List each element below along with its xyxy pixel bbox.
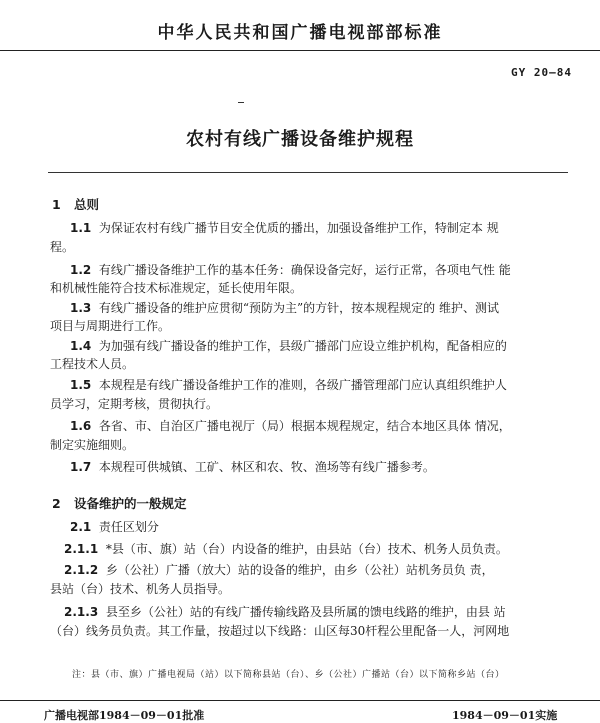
paragraph-1-4 bbox=[70, 340, 507, 352]
paragraph-1-6 bbox=[70, 420, 511, 432]
paragraph-1-1 bbox=[70, 222, 499, 234]
clause-text: 为保证农村有线广播节目安全优质的播出，加强设备维护工作，特制定本 规 bbox=[98, 221, 499, 235]
approval-date: 广播电视部1984－09－01批准 bbox=[44, 709, 205, 722]
header-divider bbox=[0, 50, 600, 51]
paragraph-1-2 bbox=[70, 264, 511, 276]
clause-text: 有线广播设备的维护应贯彻“预防为主”的方针，按本规程规定的 维护、测试 bbox=[98, 301, 499, 315]
paragraph-1-4-cont: 工程技术人员。 bbox=[50, 357, 135, 371]
paragraph-2-1-1 bbox=[64, 543, 508, 555]
paragraph-2-1-2 bbox=[64, 564, 494, 576]
clause-number: 1.2 bbox=[70, 263, 92, 277]
clause-number: 1.5 bbox=[70, 378, 92, 392]
clause-number: 1.6 bbox=[70, 419, 92, 433]
paragraph-1-6-cont: 制定实施细则。 bbox=[50, 438, 135, 452]
clause-text: 本规程可供城镇、工矿、林区和农、牧、渔场等有线广播参考。 bbox=[98, 460, 435, 474]
clause-number: 2.1 bbox=[70, 520, 92, 534]
clause-text: *县（市、旗）站（台）内设备的维护，由县站（台）技术、机务人员负责。 bbox=[105, 542, 508, 556]
paragraph-2-1 bbox=[70, 521, 159, 533]
section-number: 1 bbox=[52, 197, 61, 212]
section-heading-1 bbox=[52, 195, 99, 213]
clause-text: 县至乡（公社）站的有线广播传输线路及县所属的馈电线路的维护，由县 站 bbox=[105, 605, 506, 619]
paragraph-2-1-2-cont: 县站（台）技术、机务人员指导。 bbox=[50, 582, 231, 596]
title-divider bbox=[48, 172, 568, 173]
section-title: 总则 bbox=[74, 197, 100, 212]
footnote: 注：县（市、旗）广播电视局（站）以下简称县站（台）、乡（公社）广播站（台）以下简称乡站（台） bbox=[72, 670, 505, 680]
standard-code: GY 20—84 bbox=[511, 66, 572, 79]
section-number: 2 bbox=[52, 496, 61, 511]
clause-number: 1.4 bbox=[70, 339, 92, 353]
clause-text: 有线广播设备维护工作的基本任务：确保设备完好，运行正常，各项电气性 能 bbox=[98, 263, 511, 277]
paragraph-2-1-3-cont: （台）线务员负责。其工作量，按超过以下线路：山区每30杆程公里配备一人，河网地 bbox=[50, 624, 510, 638]
clause-text: 乡（公社）广播（放大）站的设备的维护，由乡（公社）站机务员负 责， bbox=[105, 563, 494, 577]
clause-text: 为加强有线广播设备的维护工作，县级广播部门应设立维护机构，配备相应的 bbox=[98, 339, 507, 353]
standard-name-header: 中华人民共和国广播电视部部标准 bbox=[157, 23, 443, 43]
paragraph-1-5-cont: 员学习，定期考核，贯彻执行。 bbox=[50, 397, 219, 411]
clause-number: 1.3 bbox=[70, 301, 92, 315]
paragraph-1-3-cont: 项目与周期进行工作。 bbox=[50, 319, 171, 333]
document-title: 农村有线广播设备维护规程 bbox=[186, 129, 414, 150]
clause-text: 责任区划分 bbox=[98, 520, 159, 534]
paragraph-1-7 bbox=[70, 461, 435, 473]
paragraph-2-1-3 bbox=[64, 606, 506, 618]
paragraph-1-3 bbox=[70, 302, 499, 314]
section-title: 设备维护的一般规定 bbox=[74, 496, 187, 511]
clause-number: 1.1 bbox=[70, 221, 92, 235]
clause-number: 2.1.1 bbox=[64, 542, 99, 556]
footer-divider bbox=[0, 700, 600, 701]
scan-speck bbox=[238, 102, 244, 103]
paragraph-1-2-cont: 和机械性能符合技术标准规定，延长使用年限。 bbox=[50, 281, 303, 295]
paragraph-1-5 bbox=[70, 379, 507, 391]
implementation-date: 1984－09－01实施 bbox=[452, 709, 558, 722]
paragraph-1-1-cont: 程。 bbox=[50, 240, 75, 254]
clause-number: 2.1.2 bbox=[64, 563, 99, 577]
section-heading-2 bbox=[52, 494, 187, 512]
clause-number: 2.1.3 bbox=[64, 605, 99, 619]
clause-text: 各省、市、自治区广播电视厅（局）根据本规程规定，结合本地区具体 情况， bbox=[98, 419, 511, 433]
clause-number: 1.7 bbox=[70, 460, 92, 474]
clause-text: 本规程是有线广播设备维护工作的准则，各级广播管理部门应认真组织维护人 bbox=[98, 378, 507, 392]
